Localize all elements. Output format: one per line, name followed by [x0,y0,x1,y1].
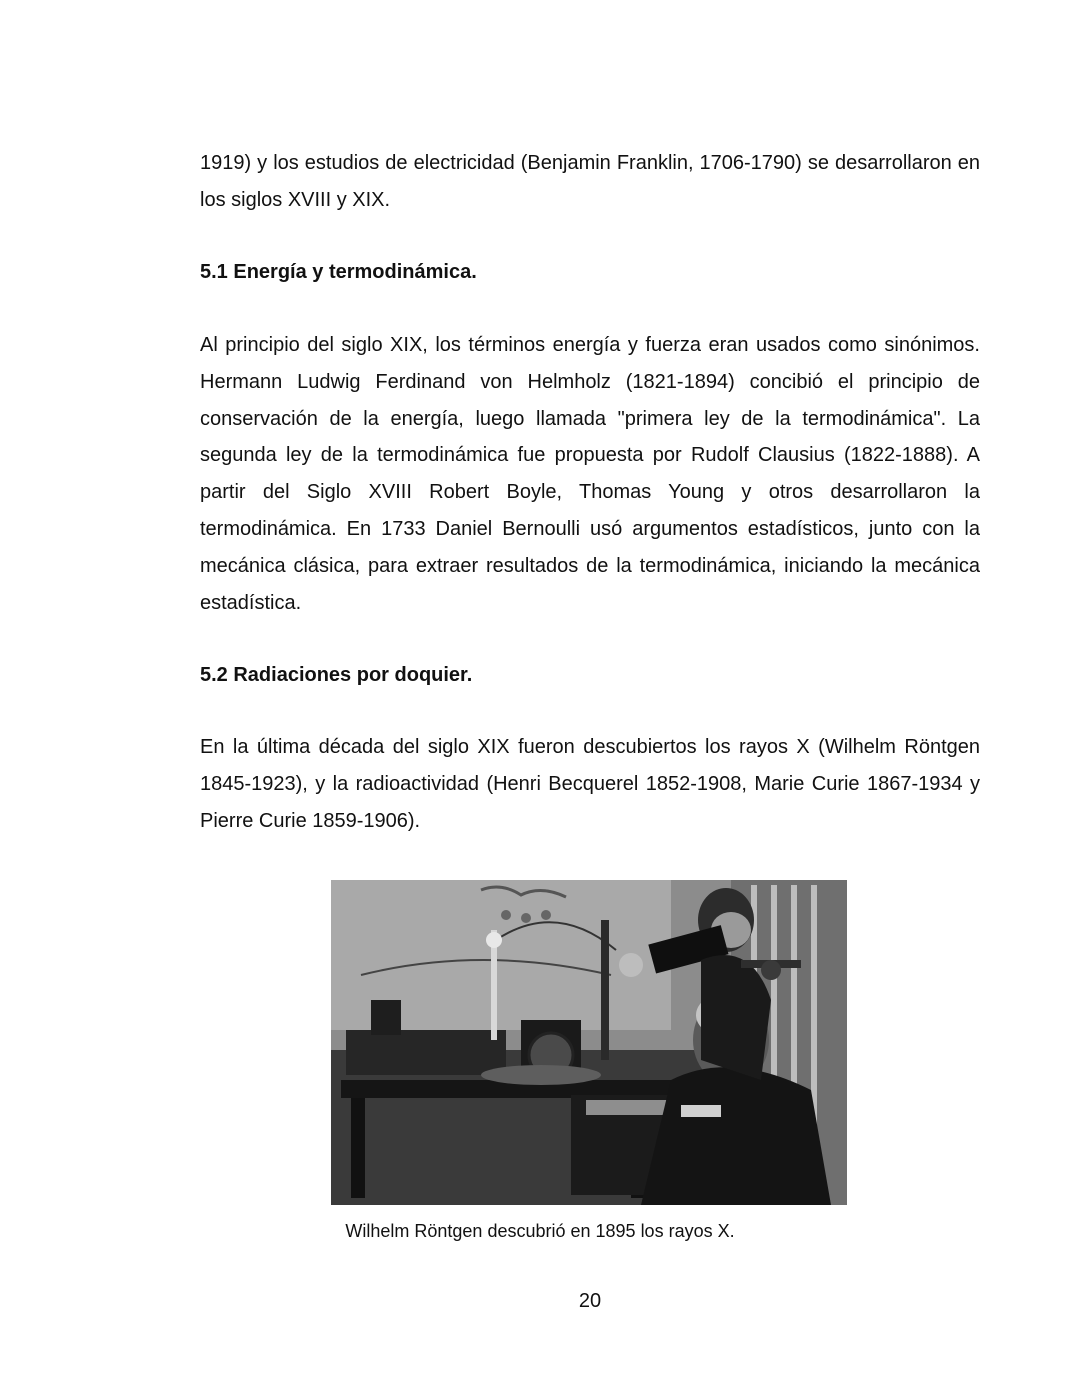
paragraph-radiations: En la última década del siglo XIX fueron descubiertos los rayos X (Wilhelm Röntgen 1845-1923), y la radioactividad (Henri Becquerel 1852-1908, Marie Curie 1867-1934 y Pierre Curie 1859-1906). [200,736,980,832]
section-title-energy-thermodynamics: 5.1 Energía y termodinámica. [200,261,477,283]
historic-photo-xray-laboratory [331,880,847,1205]
paragraph-thermodynamics: Al principio del siglo XIX, los términos energía y fuerza eran usados como sinónimos. Hermann Ludwig Ferdinand von Helmholz (1821-1894) concibió el principio de conservación de la energía, luego llamada "primera ley de la termodinámica". La segunda ley de la termodinámica fue propuesta por Rudolf Clausius (1822-1888). A partir del Siglo XVIII Robert Boyle, Thomas Young y otros desarrollaron la termodinámica. En 1733 Daniel Bernoulli usó argumentos estadísticos, junto con la mecánica clásica, para extraer resultados de la termodinámica, iniciando la mecánica estadística. [200,334,980,614]
photo-illustration [331,880,847,1205]
figure-caption: Wilhelm Röntgen descubrió en 1895 los rayos X. [345,1221,735,1241]
page-number: 20 [578,1290,602,1312]
paragraph-electricity: 1919) y los estudios de electricidad (Benjamin Franklin, 1706-1790) se desarrollaron en los siglos XVIII y XIX. [200,152,980,211]
section-title-radiations: 5.2 Radiaciones por doquier. [200,664,473,686]
